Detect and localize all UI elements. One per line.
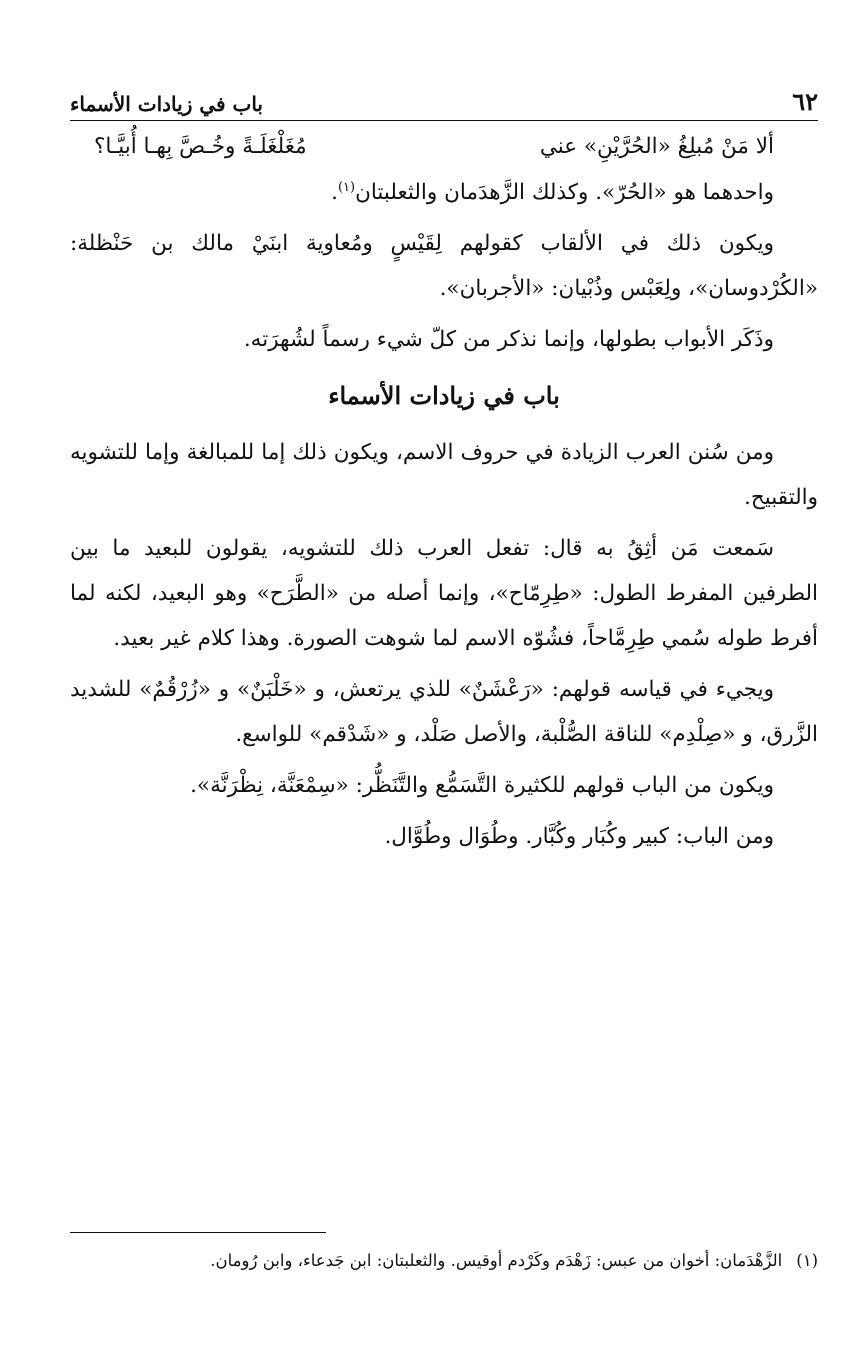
paragraph-end: .	[331, 180, 338, 205]
page-number: ٦٢	[792, 87, 818, 116]
running-title: باب في زيادات الأسماء	[70, 92, 263, 116]
paragraph-alqab: ويكون ذلك في الألقاب كقولهم لِقَيْسٍ ومُعاوية ابنَيْ مالك بن حَنْظلة: «الكُرْدوسان»، ولِعَبْس وذُبْيان: «الأجربان».	[70, 231, 818, 301]
footnote-reference: (١)	[337, 179, 356, 195]
footnote-text: الزَّهْدَمان: أخوان من عبس: زَهْدَم وكَرْدم أوقيس. والثعلبتان: ابن جَدعاء، وابن رُومان.	[210, 1251, 783, 1270]
running-header	[70, 82, 818, 121]
paragraph-text: واحدهما هو «الحُرّ». وكذلك الزَّهدَمان والثعلبتان	[355, 180, 774, 205]
footnote-divider	[70, 1232, 326, 1233]
page-body	[70, 124, 818, 865]
paragraph-kubar: ومن الباب: كبير وكُبَار وكُبَّار. وطُوَال وطُوَّال.	[384, 824, 774, 849]
poetry-verse	[70, 124, 818, 170]
verse-first-hemistich: ألا مَنْ مُبلِغُ «الحُرَّيْنِ» عني	[539, 134, 774, 159]
paragraph-hurr	[70, 170, 818, 215]
paragraph-abwab: وذَكَر الأبواب بطولها، وإنما نذكر من كلّ شيء رسماً لشُهرَته.	[243, 327, 774, 352]
paragraph-sunan: ومن سُنن العرب الزيادة في حروف الاسم، ويكون ذلك إما للمبالغة وإما للتشويه والتقبيح.	[70, 440, 818, 510]
section-heading: باب في زيادات الأسماء	[328, 381, 560, 410]
book-page	[70, 0, 818, 1358]
paragraph-samanna: ويكون من الباب قولهم للكثيرة التَّسَمُّع والتَّنَظُّر: «سِمْعَنَّة، نِظْرَنَّة».	[190, 773, 774, 798]
verse-second-hemistich: مُغَلْغَلَـةً وخُـصَّ بِهـا أُبيَّـا؟	[94, 134, 307, 159]
footnote-number: (١)	[796, 1251, 818, 1270]
paragraph-qiyas: ويجيء في قياسه قولهم: «رَعْشَنٌ» للذي يرتعش، و «خَلْبَنٌ» و «زُرْقُمٌ» للشديد الزَّرق، و «صِلْدِم» للناقة الصُّلْبة، والأصل صَلْد، و «شَدْقم» للواسع.	[70, 677, 818, 747]
footnote	[70, 1246, 818, 1276]
paragraph-tirimmah: سَمعت مَن أثِقُ به قال: تفعل العرب ذلك للتشويه، يقولون للبعيد ما بين الطرفين المفرط الطول: «طِرِمّاح»، وإنما أصله من «الطَّرَح» وهو البعيد، لكنه لما أفرط طوله سُمي طِرِمَّاحاً، فشُوّه الاسم لما شوهت الصورة. وهذا كلام غير بعيد.	[70, 536, 818, 651]
